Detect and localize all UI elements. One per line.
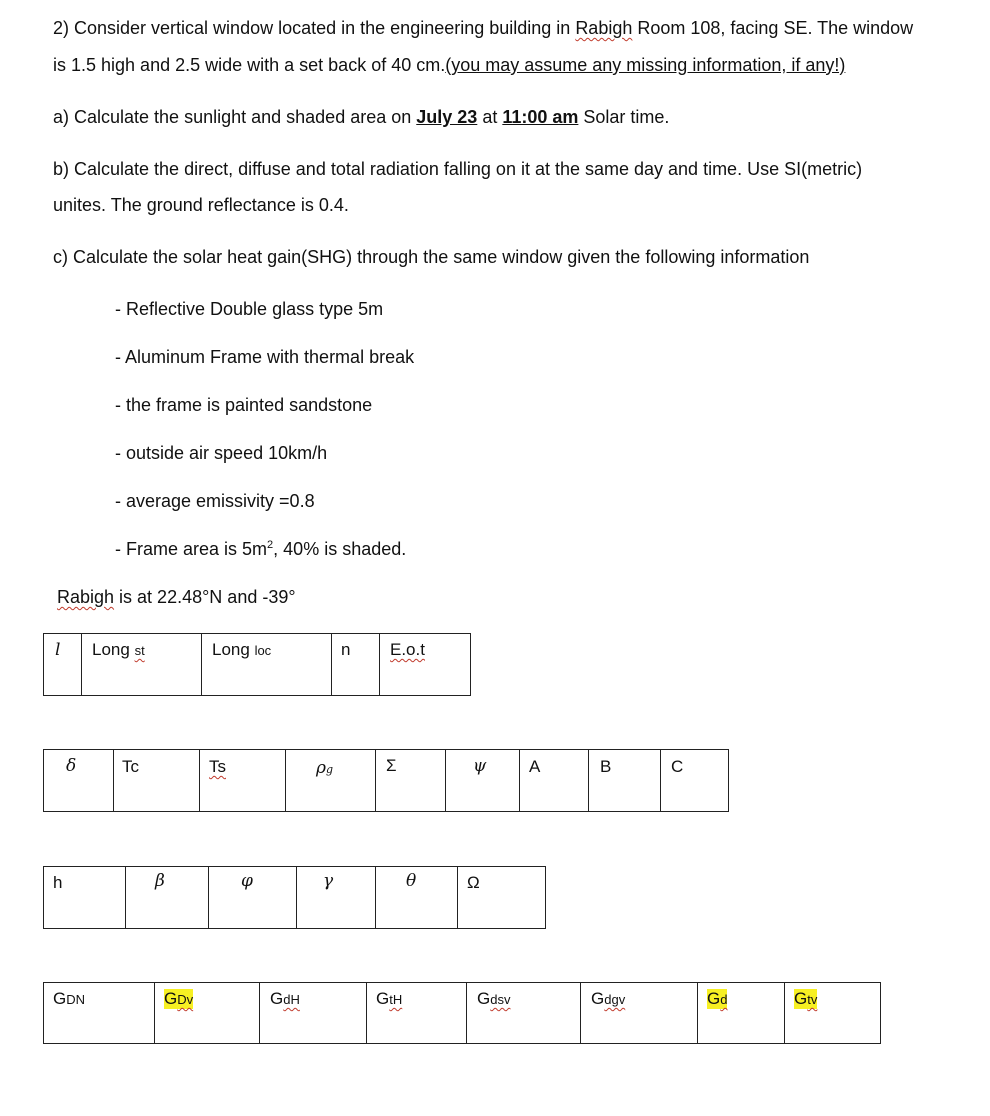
header-sub: dgv xyxy=(604,992,626,1007)
table-header: C xyxy=(671,757,684,776)
header-main: G xyxy=(270,989,284,1008)
table-header xyxy=(794,989,817,1009)
table-header: n xyxy=(341,640,351,659)
table-header: l xyxy=(55,640,61,660)
header-main: G xyxy=(591,989,605,1008)
table-header: γ xyxy=(323,871,334,891)
frame-sup: 2 xyxy=(267,539,274,551)
part-c-item: - outside air speed 10km/h xyxy=(115,443,328,463)
part-a-text: at xyxy=(477,107,503,127)
table-header xyxy=(707,989,727,1009)
part-b-line-2: unites. The ground reflectance is 0.4. xyxy=(53,195,349,215)
part-c-item: - average emissivity =0.8 xyxy=(115,491,315,511)
header-main: G xyxy=(477,989,491,1008)
table-header xyxy=(53,989,85,1009)
part-c-item-frame xyxy=(115,539,406,560)
part-c-line-1: c) Calculate the solar heat gain(SHG) through the same window given the following information xyxy=(53,247,810,267)
header-main: ρ xyxy=(316,758,326,778)
header-sub: d xyxy=(720,992,728,1007)
part-c-item: - Reflective Double glass type 5m xyxy=(115,299,384,319)
question-text: is 1.5 high and 2.5 wide with a set back of 40 cm. xyxy=(53,55,446,75)
table-header: β xyxy=(155,871,165,891)
header-sub: g xyxy=(326,763,334,776)
part-a-text: a) Calculate the sunlight and shaded area on xyxy=(53,107,417,127)
table-header xyxy=(270,989,300,1009)
table-header: φ xyxy=(241,871,253,891)
question-line-1 xyxy=(53,18,913,39)
table-header xyxy=(376,989,402,1009)
table-header: A xyxy=(529,757,541,776)
table-header: B xyxy=(600,757,612,776)
header-main: G xyxy=(794,989,808,1008)
question-text: Room 108, facing SE. The window xyxy=(632,18,914,38)
table-header: δ xyxy=(66,756,77,776)
part-a xyxy=(53,107,669,128)
frame-text: - Frame area is 5m xyxy=(115,539,268,559)
table-header xyxy=(164,989,193,1009)
table-header: Tc xyxy=(122,757,139,776)
header-sub: dsv xyxy=(490,992,511,1007)
table-header xyxy=(477,989,510,1009)
table-header: ψ xyxy=(473,756,487,776)
table-header xyxy=(92,640,145,660)
header-main: G xyxy=(164,989,178,1008)
question-line-2 xyxy=(53,55,845,76)
header-sub: tH xyxy=(389,992,403,1007)
header-sub: dH xyxy=(283,992,300,1007)
location-text: is at 22.48°N and -39° xyxy=(114,587,296,607)
place-name: Rabigh xyxy=(57,587,115,607)
frame-text: , 40% is shaded. xyxy=(273,539,407,559)
table-header: E.o.t xyxy=(390,640,425,659)
table-header: Ω xyxy=(467,873,480,892)
header-sub: tv xyxy=(807,992,818,1007)
header-sub: loc xyxy=(254,643,272,658)
location-line xyxy=(57,587,296,608)
table-header: Ts xyxy=(209,757,226,776)
header-sub: Dv xyxy=(177,992,194,1007)
table-header: θ xyxy=(406,871,417,891)
header-main: Long xyxy=(92,640,130,659)
place-name: Rabigh xyxy=(575,18,633,38)
part-a-text: Solar time. xyxy=(578,107,670,127)
header-main: G xyxy=(707,989,721,1008)
header-main: G xyxy=(53,989,67,1008)
header-main: Long xyxy=(212,640,250,659)
assumption-note: (you may assume any missing information, if any!) xyxy=(445,55,846,75)
part-c-item: - Aluminum Frame with thermal break xyxy=(115,347,415,367)
header-sub: DN xyxy=(66,992,86,1007)
header-main: G xyxy=(376,989,390,1008)
part-a-date: July 23 xyxy=(416,107,478,127)
part-b-line-1: b) Calculate the direct, diffuse and total radiation falling on it at the same day and time. Use SI(metric) xyxy=(53,159,863,179)
table-header: h xyxy=(53,873,63,892)
table-header xyxy=(316,758,333,778)
question-text: 2) Consider vertical window located in the engineering building in xyxy=(53,18,576,38)
table-header: Σ xyxy=(386,756,397,775)
part-a-time: 11:00 am xyxy=(502,107,579,127)
table-header xyxy=(212,640,271,660)
header-sub: st xyxy=(134,643,145,658)
table-header xyxy=(591,989,625,1009)
part-c-item: - the frame is painted sandstone xyxy=(115,395,373,415)
